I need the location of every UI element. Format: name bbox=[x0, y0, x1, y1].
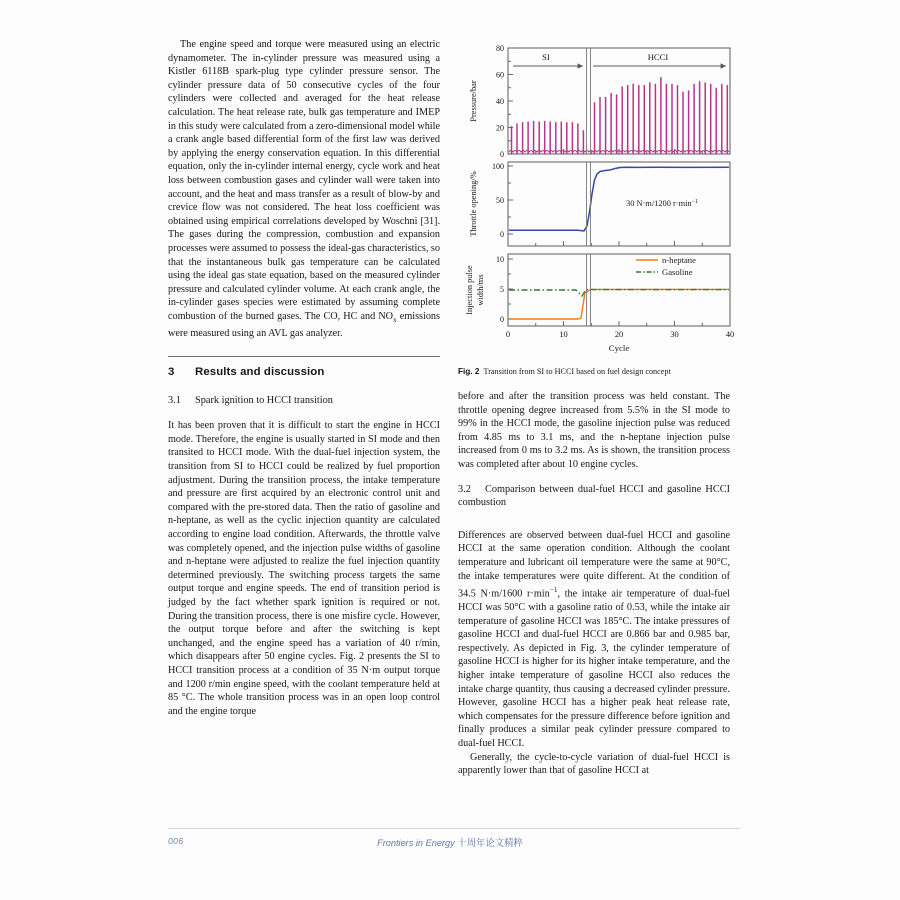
page-footer bbox=[0, 828, 900, 858]
throttle-x-ticks bbox=[508, 241, 730, 246]
legend-label-n-heptane: n-heptane bbox=[662, 255, 696, 265]
transition-markers bbox=[587, 48, 591, 326]
panel-pressure bbox=[469, 44, 730, 159]
injection-y-labels bbox=[496, 255, 504, 324]
pressure-axis-label: Pressure/bar bbox=[469, 80, 478, 122]
footer-rule bbox=[168, 828, 740, 829]
right-column bbox=[458, 390, 730, 778]
svg-text:Injection pulse: Injection pulse bbox=[465, 265, 474, 315]
journal-name: Frontiers in Energy bbox=[377, 838, 455, 848]
spacer-1 bbox=[458, 472, 730, 483]
figure-2-plot bbox=[458, 34, 740, 359]
condition-annotation: 30 N·m/1200 $r\cdot\min^{-1}$ bbox=[626, 199, 698, 208]
left-column bbox=[168, 38, 440, 718]
series-gasoline bbox=[509, 290, 729, 296]
svg-text:30: 30 bbox=[670, 330, 679, 339]
pressure-bars bbox=[512, 77, 728, 154]
throttle-y-labels bbox=[492, 162, 504, 239]
pressure-y-labels bbox=[496, 44, 504, 159]
transition-chart-svg bbox=[458, 34, 740, 359]
svg-text:80: 80 bbox=[496, 44, 504, 53]
subsection-number: 3.1 bbox=[168, 394, 181, 406]
svg-text:width/ms: width/ms bbox=[476, 274, 485, 306]
figure-label: Fig. 2 bbox=[458, 367, 480, 376]
svg-text:0: 0 bbox=[505, 330, 511, 339]
rpm-superscript: −1 bbox=[549, 585, 558, 595]
throttle-y-ticks bbox=[508, 166, 513, 234]
cycle-x-labels bbox=[506, 330, 734, 339]
left-paragraph-2: It has been proven that it is difficult to start the engine in HCCI mode. Therefore, the engine is usually started in SI mode and then transited to HCCI mode. With the dual-fuel injection system, the transition from SI to HCCI could be realized by fuel proportion adjustment. During the transition process, the intake temperature and pressure are first acquired by an electronic control unit and compared with the pre-stored data. Then the ratio of gasoline and n-heptane, as well as the cyclic injection quantity are calculated according to engine load condition. Afterwards, the throttle valve was completely opened, and the injection pulse widths of gasoline and n-heptane were adjusted to realize the fuel injection quantity determined previously. The switching process targets the same output torque and engine speeds. The end of transition period is judged by the fact whether spark ignition is required or not. During the transition process, there is one misfire cycle. However, the output torque before and after the switching is kept unchanged, and the engine speed has a variation of 40 r/min, which disappears after 50 engine cycles. Fig. 2 presents the SI to HCCI transition process at a condition of 35 N·m output torque and 1200 r/min engine speed, with the coolant temperature held at 85 °C. The whole transition process was in an open loop control and the engine torque bbox=[168, 420, 440, 717]
right-paragraph-2 bbox=[458, 529, 730, 751]
right-paragraph-2-b: , the intake air temperature of dual-fuel HCCI was 50°C with a gasoline ratio of 0.53, while the intake air temperature of gasoline HCCI was 185°C. The intake pressures of gasoline HCCI and dual-fuel HCCI are 0.866 bar and 0.985 bar, respectively. As depicted in Fig. 3, the cylinder temperature of gasoline HCCI is higher for its higher intake temperature, and the higher intake temperature of gasoline HCCI also reduces the intake charge quantity, thus causing a decreased cylinder pressure. However, gasoline HCCI has a higher peak heat release rate, which compensates for the pressure difference before ignition and finally produces a similar peak cylinder pressure compared to dual-fuel HCCI. bbox=[458, 588, 731, 750]
section-heading-results bbox=[168, 366, 440, 380]
cycle-axis-label: Cycle bbox=[608, 343, 630, 353]
svg-text:100: 100 bbox=[492, 162, 504, 171]
right-paragraph-1: before and after the transition process was held constant. The throttle opening degree increased from 5.5% in the SI mode to 99% in the HCCI mode, the gasoline injection pulse was reduced from 4.85 ms to 3.1 ms, and the n-heptane injection pulse increased from 0 ms to 3.2 ms. As is shown, the transition process was completed after about 10 engine cycles. bbox=[458, 391, 730, 470]
legend-label-gasoline: Gasoline bbox=[662, 267, 693, 277]
section-number: 3 bbox=[168, 366, 175, 379]
section-divider bbox=[168, 356, 440, 357]
journal-subtitle-cn: 十周年论文精粹 bbox=[457, 838, 523, 849]
right-paragraph-2-a: Differences are observed between dual-fuel HCCI and gasoline HCCI at the same operation condition. Although the coolant temperature and lubricant oil temperature were the same at 90°C, the intake temperatures were quite different. At the condition of 34.5 N·m/1600 r·min bbox=[458, 529, 730, 600]
left-paragraph-1 bbox=[168, 38, 440, 340]
svg-text:40: 40 bbox=[725, 330, 735, 339]
svg-text:40: 40 bbox=[496, 97, 504, 106]
panel-throttle bbox=[469, 162, 730, 246]
nox-subscript: x bbox=[393, 314, 397, 324]
subsection-title-3-2: Comparison between dual-fuel HCCI and gasoline HCCI combustion bbox=[458, 483, 730, 509]
right-paragraph-3: Generally, the cycle-to-cycle variation of dual-fuel HCCI is apparently lower than that of gasoline HCCI at bbox=[458, 751, 730, 777]
svg-text:10: 10 bbox=[496, 255, 504, 264]
subsection-number-3-2: 3.2 bbox=[458, 483, 471, 495]
left-paragraph-1-text: The engine speed and torque were measured using an electric dynamometer. The in-cylinder pressure was measured using a Kistler 6118B spark-plug type cylinder pressure sensor. The cylinder pressure data of 50 consecutive cycles of the four cylinders were collected and averaged for the heat release calculation. The heat release rate, bulk gas temperature and IMEP in this study were calculated from a zero-dimensional model while a crank angle based differential form of the first law was derived by applying the energy conservation equation. In this differential equation, only the in-cylinder internal energy, cycle work and heat loss between combustion gases and cylinder wall were taken into account, and the heat and mass transfer as a result of blow-by and crevice flow was not considered. The heat loss coefficient was obtained using empirical correlations developed by Woschni [31]. The gases during the compression, combustion and expansion processes were assumed to possess the ideal-gas characteristics, so that the instantaneous bulk gas temperature can be calculated using the ideal gas state equation, based on the measured cylinder pressure and calculated cylinder volume. At each crank angle, the in-cylinder gases species were estimated by assuming complete combustion of the burned gases. The CO, HC and NO bbox=[168, 39, 440, 322]
injection-axis-label bbox=[465, 265, 485, 315]
svg-text:0: 0 bbox=[500, 230, 504, 239]
svg-text:0: 0 bbox=[500, 315, 504, 324]
svg-text:50: 50 bbox=[496, 196, 504, 205]
subsection-heading-3-2 bbox=[458, 483, 730, 510]
left-paragraph-1-tail: emissions were measured using an AVL gas analyzer. bbox=[168, 310, 440, 339]
annotation-hcci: HCCI bbox=[647, 52, 669, 62]
figure-2 bbox=[458, 34, 740, 377]
injection-x-ticks bbox=[508, 321, 730, 326]
series-n-heptane bbox=[509, 289, 729, 319]
svg-text:0: 0 bbox=[500, 150, 504, 159]
section-title: Results and discussion bbox=[195, 366, 325, 379]
subsection-title: Spark ignition to HCCI transition bbox=[195, 394, 333, 406]
subsection-heading-3-1 bbox=[168, 394, 440, 408]
injection-y-ticks bbox=[508, 259, 513, 319]
svg-text:20: 20 bbox=[496, 123, 504, 133]
spacer-2 bbox=[458, 522, 730, 529]
throttle-axis-label: Throttle opening/% bbox=[469, 171, 478, 237]
figure-caption-text: Transition from SI to HCCI based on fuel design concept bbox=[483, 367, 671, 376]
page-number: 006 bbox=[168, 836, 184, 846]
svg-text:60: 60 bbox=[496, 70, 504, 80]
chart-legend bbox=[636, 255, 696, 277]
svg-text:20: 20 bbox=[614, 330, 624, 339]
journal-footer bbox=[0, 835, 900, 849]
figure-caption bbox=[458, 366, 740, 377]
panel-injection bbox=[465, 254, 734, 353]
svg-text:10: 10 bbox=[559, 330, 568, 339]
annotation-si: SI bbox=[542, 52, 550, 62]
svg-text:5: 5 bbox=[500, 285, 504, 294]
